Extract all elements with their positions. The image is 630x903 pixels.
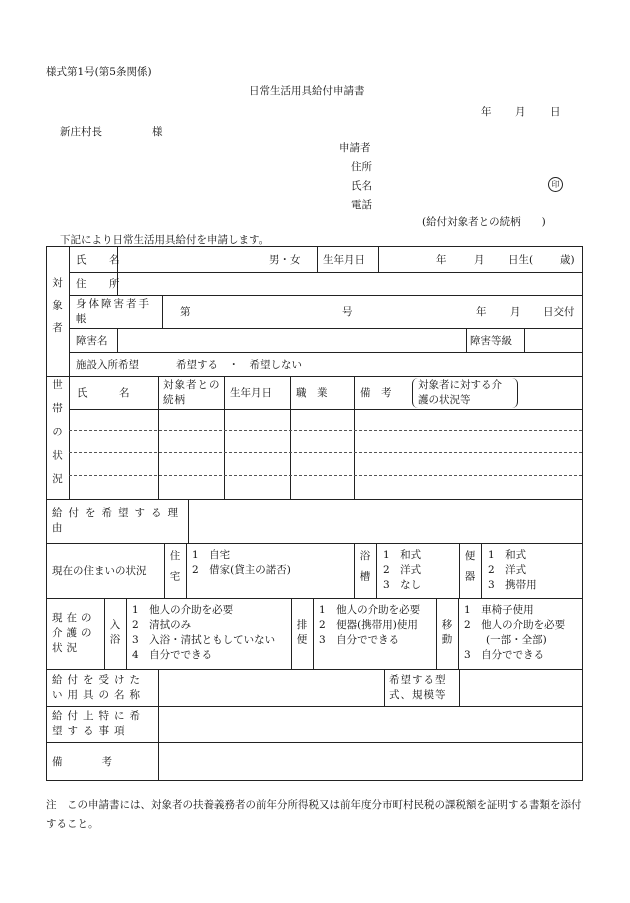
applicant-relation: (給付対象者との続柄 ): [422, 216, 546, 228]
seal-mark: [548, 177, 563, 192]
bath-option: 2 洋式: [383, 564, 422, 576]
bath-option: 3 なし: [383, 579, 422, 591]
bathing-option: 3 入浴・清拭ともしていない: [132, 634, 276, 646]
equipment-name-label: 給付を受けたい用具の名称: [52, 673, 145, 701]
housing-options: [192, 548, 291, 578]
bathing-option: 2 清拭のみ: [132, 619, 192, 631]
remarks-label: 備 考: [52, 755, 118, 768]
certificate-issued: 日交付: [543, 306, 575, 318]
subject-birth-label: 生年月日: [323, 253, 365, 266]
excretion-option: 1 他人の介助を必要: [319, 604, 421, 616]
subject-birth-month: 月: [474, 253, 485, 266]
housing-option: 2 借家(貸主の諾否): [192, 564, 291, 576]
excretion-options: [319, 603, 420, 648]
date-year-label: 年: [481, 106, 492, 118]
date-day-label: 日: [550, 106, 561, 118]
subject-birth-age: 歳): [560, 253, 575, 266]
bathing-option: 4 自分でできる: [132, 649, 213, 661]
date-month-label: 月: [515, 106, 526, 118]
reason-label: 給付を希望する理由: [52, 507, 184, 534]
bathing-options: [132, 603, 275, 663]
certificate-year: 年: [476, 306, 487, 318]
residence-label: 現在の住まいの状況: [52, 565, 147, 577]
facility-options: 希望する ・ 希望しない: [176, 358, 302, 371]
household-col-birth: 生年月日: [230, 387, 272, 399]
mobility-option: 2 他人の介助を必要: [464, 619, 566, 631]
toilet-option: 1 和式: [488, 549, 527, 561]
subject-sex-options: 男・女: [269, 253, 301, 266]
mobility-option-sub: (一部・全部): [486, 634, 547, 646]
subject-birth-year: 年: [436, 253, 447, 266]
disability-name-label: 障害名: [76, 334, 108, 347]
subject-certificate-label: 身体障害者手帳: [76, 297, 151, 325]
form-number: 様式第1号(第5条関係): [46, 66, 152, 78]
excretion-option: 3 自分でできる: [319, 634, 400, 646]
applicant-phone-label: 電話: [351, 199, 372, 211]
facility-label: 施設入所希望: [76, 358, 139, 371]
toilet-option: 2 洋式: [488, 564, 527, 576]
subject-birth-day: 日生(: [508, 253, 534, 266]
mobility-label: 移動: [440, 619, 453, 648]
subject-address-label: 住 所: [76, 278, 126, 290]
seal-icon: 印: [548, 177, 563, 192]
certificate-month: 月: [510, 306, 521, 318]
bath-label: 浴槽: [358, 550, 371, 591]
housing-option: 1 自宅: [192, 549, 231, 561]
applicant-address-label: 住所: [351, 161, 372, 173]
certificate-number-suffix: 号: [342, 306, 353, 318]
page-title: 日常生活用具給付申請書: [249, 85, 365, 97]
special-request-label: 給付上特に希望する事項: [52, 710, 145, 737]
household-section-label: 世帯の状況: [51, 378, 63, 497]
addressee: 新庄村長: [60, 126, 102, 138]
applicant-label: 申請者: [339, 142, 371, 154]
mobility-option: 3 自分でできる: [464, 649, 545, 661]
household-col-job: 職 業: [296, 387, 328, 399]
intro-text: 下記により日常生活用具給付を申請します。: [60, 234, 270, 246]
subject-section-label: 対象者: [51, 277, 63, 345]
footnote: 注 この申請書には、対象者の扶養義務者の前年分所得税又は前年度分市町村民税の課税額を証明する書類を添付すること。: [46, 799, 582, 830]
housing-label: 住宅: [168, 550, 181, 591]
bath-option: 1 和式: [383, 549, 422, 561]
bathing-option: 1 他人の介助を必要: [132, 604, 234, 616]
applicant-name-label: 氏名: [351, 180, 372, 192]
equipment-model-label: 希望する型式、規模等: [389, 673, 447, 701]
disability-grade-label: 障害等級: [470, 334, 512, 347]
excretion-option: 2 便器(携帯用)使用: [319, 619, 418, 631]
bath-options: [383, 548, 421, 593]
subject-name-label: 氏 名: [76, 253, 126, 266]
addressee-honorific: 様: [152, 126, 163, 138]
excretion-label: 排便: [295, 619, 308, 648]
household-col-relation: 対象者との続柄: [163, 378, 221, 406]
bathing-label: 入浴: [108, 619, 121, 648]
toilet-option: 3 携帯用: [488, 579, 537, 591]
care-label: 現在の介護の状況: [52, 612, 96, 654]
mobility-option: 1 車椅子使用: [464, 604, 534, 616]
household-col-note: 備 考: [360, 387, 392, 399]
certificate-number-prefix: 第: [180, 306, 191, 318]
toilet-label: 便器: [463, 550, 476, 591]
toilet-options: [488, 548, 537, 593]
household-col-name: 氏 名: [77, 387, 130, 399]
household-col-care: 対象者に対する介護の状況等: [412, 378, 518, 408]
mobility-options: [464, 603, 565, 663]
